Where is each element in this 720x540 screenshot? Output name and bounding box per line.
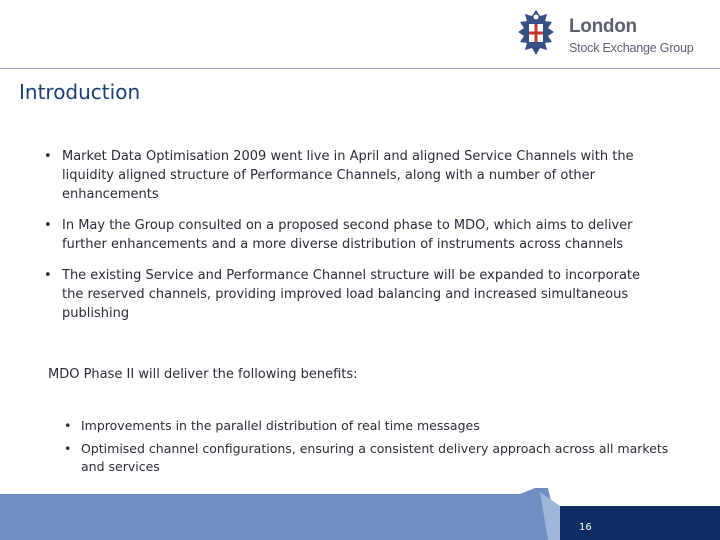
benefit-text: Optimised channel configurations, ensuring a consistent delivery approach across all markets and services xyxy=(81,441,669,474)
bullet-item xyxy=(44,216,664,254)
logo-wordmark-london: London xyxy=(569,16,637,37)
bullet-icon: • xyxy=(64,441,72,456)
bullet-icon: • xyxy=(64,418,72,433)
logo-wordmark-group: Stock Exchange Group xyxy=(569,41,694,55)
bullet-text: In May the Group consulted on a proposed second phase to MDO, which aims to deliver further enhancements and a more diverse distribution of instruments across channels xyxy=(62,218,633,252)
main-bullet-list xyxy=(44,147,664,335)
benefits-heading: MDO Phase II will deliver the following benefits: xyxy=(48,367,358,382)
bullet-text: Market Data Optimisation 2009 went live in April and aligned Service Channels with the liquidity aligned structure of Performance Channels, along with a number of other enhancements xyxy=(62,149,634,202)
page-number: 16 xyxy=(579,522,592,533)
bullet-text: The existing Service and Performance Channel structure will be expanded to incorporate the reserved channels, providing improved load balancing and increased simultaneous publishing xyxy=(62,268,641,321)
company-logo xyxy=(514,8,704,58)
bullet-icon: • xyxy=(44,268,52,283)
footer-band xyxy=(0,488,720,540)
benefit-item xyxy=(64,440,684,476)
slide-title: Introduction xyxy=(19,80,141,104)
bullet-item xyxy=(44,266,664,323)
crest-icon xyxy=(514,8,558,58)
benefits-list xyxy=(64,417,684,481)
bullet-icon: • xyxy=(44,218,52,233)
bullet-icon: • xyxy=(44,149,52,164)
benefit-item xyxy=(64,417,684,435)
header-rule xyxy=(0,68,720,69)
benefit-text: Improvements in the parallel distribution of real time messages xyxy=(81,418,480,433)
bullet-item xyxy=(44,147,664,204)
